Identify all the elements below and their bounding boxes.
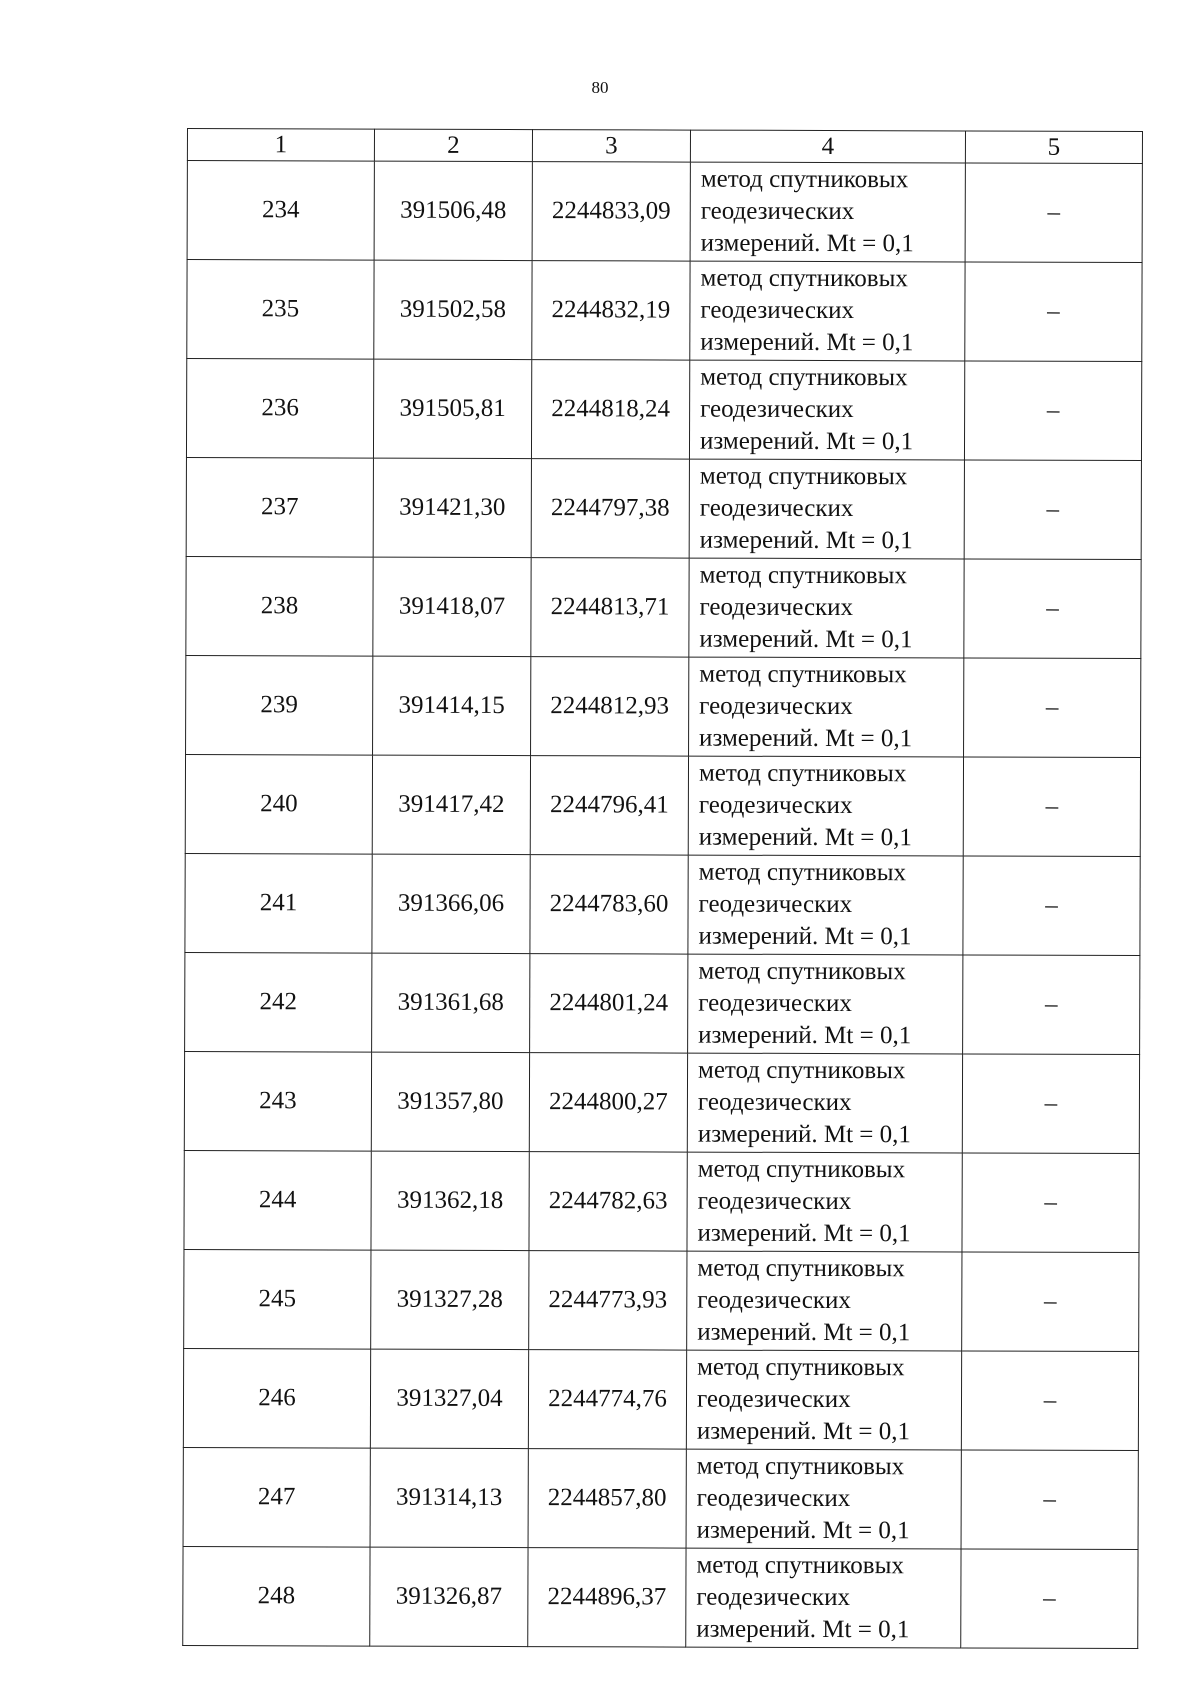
note-cell: – xyxy=(964,658,1141,758)
method-line-3: измерений. Mt = 0,1 xyxy=(697,1219,911,1248)
method-line-3: измерений. Mt = 0,1 xyxy=(699,526,913,555)
method-line-2: геодезических xyxy=(700,395,854,424)
y-coordinate-cell: 2244813,71 xyxy=(531,558,689,657)
method-line-2: геодезических xyxy=(696,1583,851,1612)
x-coordinate-cell: 391506,48 xyxy=(374,161,532,260)
coordinates-table xyxy=(182,128,1143,1649)
table-row xyxy=(187,161,1142,263)
method-line-2: геодезических xyxy=(700,197,855,226)
x-coordinate-cell: 391418,07 xyxy=(373,557,531,656)
method-line-2: геодезических xyxy=(699,494,854,523)
x-coordinate-cell: 391505,81 xyxy=(373,359,531,458)
method-cell xyxy=(689,558,964,658)
y-coordinate-cell: 2244796,41 xyxy=(530,756,688,855)
method-line-1: метод спутниковых xyxy=(698,957,906,986)
method-cell xyxy=(686,1449,961,1549)
method-line-1: метод спутниковых xyxy=(698,1056,906,1085)
method-cell xyxy=(688,756,963,856)
point-number-cell: 237 xyxy=(186,457,373,557)
method-line-1: метод спутниковых xyxy=(697,1254,905,1283)
column-header-2: 2 xyxy=(374,129,532,161)
note-cell: – xyxy=(963,856,1140,956)
method-line-2: геодезических xyxy=(698,890,853,919)
note-cell: – xyxy=(962,1054,1139,1154)
table-row xyxy=(185,853,1140,955)
table-row xyxy=(185,952,1140,1054)
method-line-3: измерений. Mt = 0,1 xyxy=(696,1417,911,1446)
point-number-cell: 235 xyxy=(187,260,374,360)
table-row xyxy=(186,359,1141,461)
x-coordinate-cell: 391366,06 xyxy=(372,854,530,953)
note-cell: – xyxy=(965,163,1142,263)
table-row xyxy=(183,1546,1138,1648)
note-cell: – xyxy=(964,361,1141,461)
note-cell: – xyxy=(961,1549,1138,1649)
x-coordinate-cell: 391417,42 xyxy=(372,755,530,854)
method-line-3: измерений. Mt = 0,1 xyxy=(698,922,912,951)
method-line-1: метод спутниковых xyxy=(696,1452,905,1481)
point-number-cell: 238 xyxy=(186,556,373,656)
x-coordinate-cell: 391357,80 xyxy=(371,1052,529,1151)
method-line-2: геодезических xyxy=(696,1484,851,1513)
method-cell xyxy=(688,954,963,1054)
method-line-3: измерений. Mt = 0,1 xyxy=(697,1318,911,1347)
y-coordinate-cell: 2244782,63 xyxy=(529,1152,687,1251)
method-line-3: измерений. Mt = 0,1 xyxy=(700,328,914,357)
note-cell: – xyxy=(965,262,1142,362)
x-coordinate-cell: 391327,04 xyxy=(370,1349,528,1448)
note-cell: – xyxy=(963,955,1140,1055)
table-row xyxy=(184,1150,1139,1252)
method-line-1: метод спутниковых xyxy=(696,1551,904,1580)
method-line-2: геодезических xyxy=(699,593,854,622)
method-cell xyxy=(687,1152,962,1252)
table-row xyxy=(184,1051,1139,1153)
table-row xyxy=(184,1249,1139,1351)
y-coordinate-cell: 2244801,24 xyxy=(530,954,688,1053)
method-line-2: геодезических xyxy=(698,989,852,1018)
method-cell xyxy=(689,459,964,559)
y-coordinate-cell: 2244818,24 xyxy=(531,360,689,459)
x-coordinate-cell: 391326,87 xyxy=(370,1547,528,1646)
method-line-2: геодезических xyxy=(698,791,853,820)
note-cell: – xyxy=(964,559,1141,659)
method-line-1: метод спутниковых xyxy=(700,264,908,293)
point-number-cell: 248 xyxy=(183,1546,370,1646)
method-cell xyxy=(687,1053,962,1153)
table-row xyxy=(186,655,1141,757)
y-coordinate-cell: 2244896,37 xyxy=(528,1548,686,1647)
method-line-1: метод спутниковых xyxy=(699,462,908,491)
method-line-2: геодезических xyxy=(700,296,855,325)
method-line-2: геодезических xyxy=(696,1385,851,1414)
method-line-1: метод спутниковых xyxy=(698,858,907,887)
method-line-1: метод спутниковых xyxy=(697,1155,906,1184)
method-line-1: метод спутниковых xyxy=(700,363,908,392)
method-line-3: измерений. Mt = 0,1 xyxy=(698,823,912,852)
y-coordinate-cell: 2244812,93 xyxy=(531,657,689,756)
method-line-3: измерений. Mt = 0,1 xyxy=(696,1615,910,1644)
method-cell xyxy=(688,855,963,955)
point-number-cell: 243 xyxy=(184,1051,371,1151)
table-row xyxy=(183,1348,1138,1450)
method-line-3: измерений. Mt = 0,1 xyxy=(698,1021,912,1050)
method-line-1: метод спутниковых xyxy=(698,759,907,788)
note-cell: – xyxy=(963,757,1140,857)
method-line-3: измерений. Mt = 0,1 xyxy=(699,724,913,753)
method-line-2: геодезических xyxy=(697,1286,851,1315)
column-header-5: 5 xyxy=(965,131,1142,164)
point-number-cell: 236 xyxy=(186,359,373,459)
method-cell xyxy=(690,261,965,361)
method-line-3: измерений. Mt = 0,1 xyxy=(697,1120,911,1149)
point-number-cell: 240 xyxy=(185,754,372,854)
y-coordinate-cell: 2244774,76 xyxy=(528,1350,686,1449)
method-line-3: измерений. Mt = 0,1 xyxy=(700,229,914,258)
point-number-cell: 245 xyxy=(184,1249,371,1349)
y-coordinate-cell: 2244800,27 xyxy=(529,1053,687,1152)
method-line-2: геодезических xyxy=(697,1187,852,1216)
table-row xyxy=(185,754,1140,856)
point-number-cell: 246 xyxy=(183,1348,370,1448)
method-line-1: метод спутниковых xyxy=(700,165,909,194)
method-cell xyxy=(686,1350,961,1450)
point-number-cell: 242 xyxy=(185,952,372,1052)
note-cell: – xyxy=(961,1351,1138,1451)
table-row xyxy=(186,556,1141,658)
column-header-3: 3 xyxy=(532,130,690,162)
method-line-2: геодезических xyxy=(697,1088,852,1117)
method-line-3: измерений. Mt = 0,1 xyxy=(696,1516,910,1545)
point-number-cell: 234 xyxy=(187,161,374,261)
table-row xyxy=(183,1447,1138,1549)
y-coordinate-cell: 2244832,19 xyxy=(532,261,690,360)
method-cell xyxy=(687,1251,962,1351)
point-number-cell: 244 xyxy=(184,1150,371,1250)
method-line-1: метод спутниковых xyxy=(699,561,908,590)
x-coordinate-cell: 391421,30 xyxy=(373,458,531,557)
note-cell: – xyxy=(962,1252,1139,1352)
table-body xyxy=(183,161,1143,1649)
y-coordinate-cell: 2244797,38 xyxy=(531,459,689,558)
y-coordinate-cell: 2244857,80 xyxy=(528,1449,686,1548)
method-cell xyxy=(689,657,964,757)
x-coordinate-cell: 391361,68 xyxy=(372,953,530,1052)
y-coordinate-cell: 2244783,60 xyxy=(530,855,688,954)
x-coordinate-cell: 391414,15 xyxy=(373,656,531,755)
method-cell xyxy=(689,360,964,460)
note-cell: – xyxy=(964,460,1141,560)
method-cell xyxy=(686,1548,961,1648)
method-line-3: измерений. Mt = 0,1 xyxy=(699,625,913,654)
x-coordinate-cell: 391314,13 xyxy=(370,1448,528,1547)
point-number-cell: 239 xyxy=(186,655,373,755)
column-header-4: 4 xyxy=(690,130,965,163)
table-row xyxy=(186,457,1141,559)
point-number-cell: 241 xyxy=(185,853,372,953)
note-cell: – xyxy=(962,1153,1139,1253)
page-number: 80 xyxy=(591,78,609,97)
x-coordinate-cell: 391327,28 xyxy=(371,1250,529,1349)
point-number-cell: 247 xyxy=(183,1447,370,1547)
y-coordinate-cell: 2244833,09 xyxy=(532,162,690,261)
method-line-1: метод спутниковых xyxy=(699,660,907,689)
x-coordinate-cell: 391502,58 xyxy=(374,260,532,359)
method-cell xyxy=(690,162,965,262)
table-row xyxy=(187,260,1142,362)
x-coordinate-cell: 391362,18 xyxy=(371,1151,529,1250)
column-header-1: 1 xyxy=(187,129,374,162)
note-cell: – xyxy=(961,1450,1138,1550)
y-coordinate-cell: 2244773,93 xyxy=(529,1251,687,1350)
header-row xyxy=(187,129,1142,164)
method-line-1: метод спутниковых xyxy=(697,1353,905,1382)
method-line-2: геодезических xyxy=(699,692,853,721)
method-line-3: измерений. Mt = 0,1 xyxy=(699,427,914,456)
